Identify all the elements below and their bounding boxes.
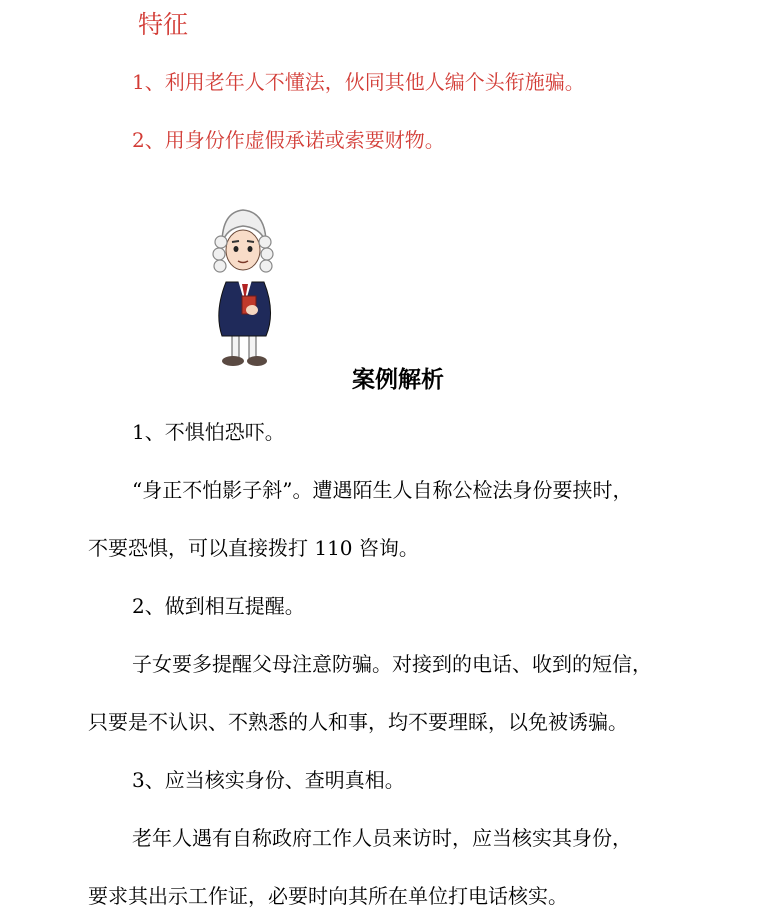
case-point-1: 1、不惧怕恐吓。	[132, 420, 285, 444]
case-paragraph-3-line-1: 老年人遇有自称政府工作人员来访时，应当核实其身份，	[132, 826, 632, 850]
feature-item-1: 1、利用老年人不懂法，伙同其他人编个头衔施骗。	[132, 70, 585, 94]
case-paragraph-1-line-2: 不要恐惧，可以直接拨打 110 咨询。	[88, 536, 419, 560]
case-paragraph-2-line-2: 只要是不认识、不熟悉的人和事，均不要理睬，以免被诱骗。	[88, 710, 628, 734]
judge-with-wig-icon	[204, 204, 286, 370]
feature-heading: 特征	[138, 10, 189, 39]
feature-item-2: 2、用身份作虚假承诺或索要财物。	[132, 128, 445, 152]
case-analysis-title: 案例解析	[352, 367, 444, 393]
case-paragraph-1-line-1: “身正不怕影子斜”。遭遇陌生人自称公检法身份要挟时，	[132, 478, 633, 502]
case-point-2: 2、做到相互提醒。	[132, 594, 305, 618]
case-paragraph-2-line-1: 子女要多提醒父母注意防骗。对接到的电话、收到的短信，	[132, 652, 652, 676]
case-point-3: 3、应当核实身份、查明真相。	[132, 768, 405, 792]
case-paragraph-3-line-2: 要求其出示工作证，必要时向其所在单位打电话核实。	[88, 884, 568, 908]
